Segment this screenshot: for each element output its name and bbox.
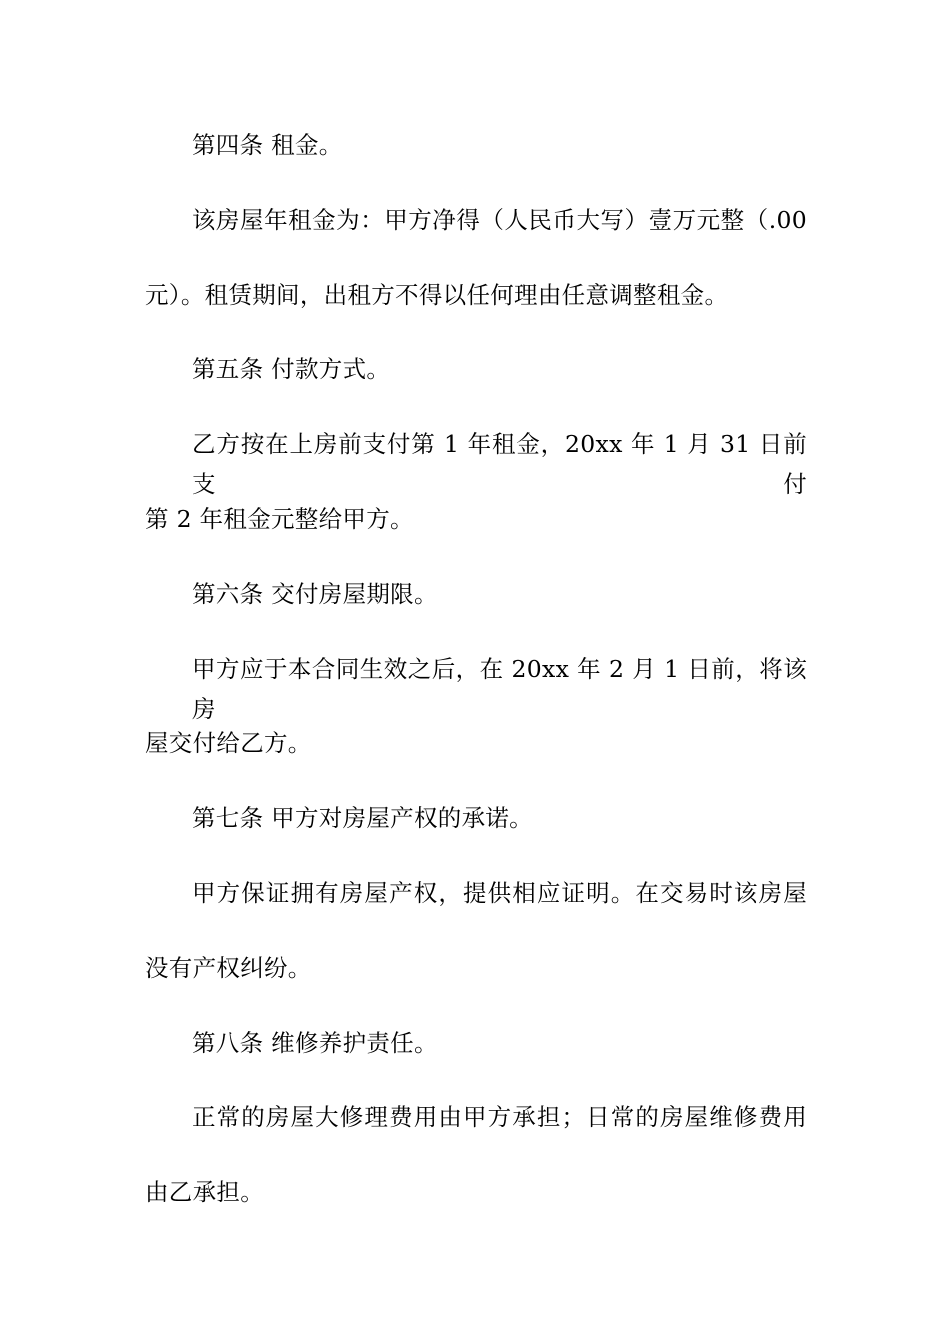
article-6-heading: 第六条 交付房屋期限。 [192, 579, 438, 608]
article-4-text-line-1: 该房屋年租金为：甲方净得（人民币大写）壹万元整（.00 [192, 205, 807, 234]
article-5-text-line-2: 第 2 年租金元整给甲方。 [145, 504, 414, 533]
article-8-heading: 第八条 维修养护责任。 [192, 1028, 438, 1057]
document-body [145, 125, 807, 1247]
article-6-text-line-2: 屋交付给乙方。 [145, 729, 312, 758]
article-5-text-line-1: 乙方按在上房前支付第 1 年租金，20xx 年 1 月 31 日前支付 [192, 430, 807, 499]
article-6-text-line-1: 甲方应于本合同生效之后，在 20xx 年 2 月 1 日前，将该房 [192, 654, 807, 723]
article-8-text-line-1: 正常的房屋大修理费用由甲方承担；日常的房屋维修费用 [192, 1103, 807, 1132]
article-4-heading: 第四条 租金。 [192, 131, 343, 159]
article-4-text-line-2: 元）。租赁期间，出租方不得以任何理由任意调整租金。 [145, 280, 729, 309]
article-7-text-line-1: 甲方保证拥有房屋产权，提供相应证明。在交易时该房屋 [192, 878, 807, 907]
article-8-text-line-2: 由乙承担。 [145, 1178, 264, 1207]
article-7-heading: 第七条 甲方对房屋产权的承诺。 [192, 804, 533, 833]
article-7-text-line-2: 没有产权纠纷。 [145, 953, 312, 982]
article-5-heading: 第五条 付款方式。 [192, 355, 391, 384]
